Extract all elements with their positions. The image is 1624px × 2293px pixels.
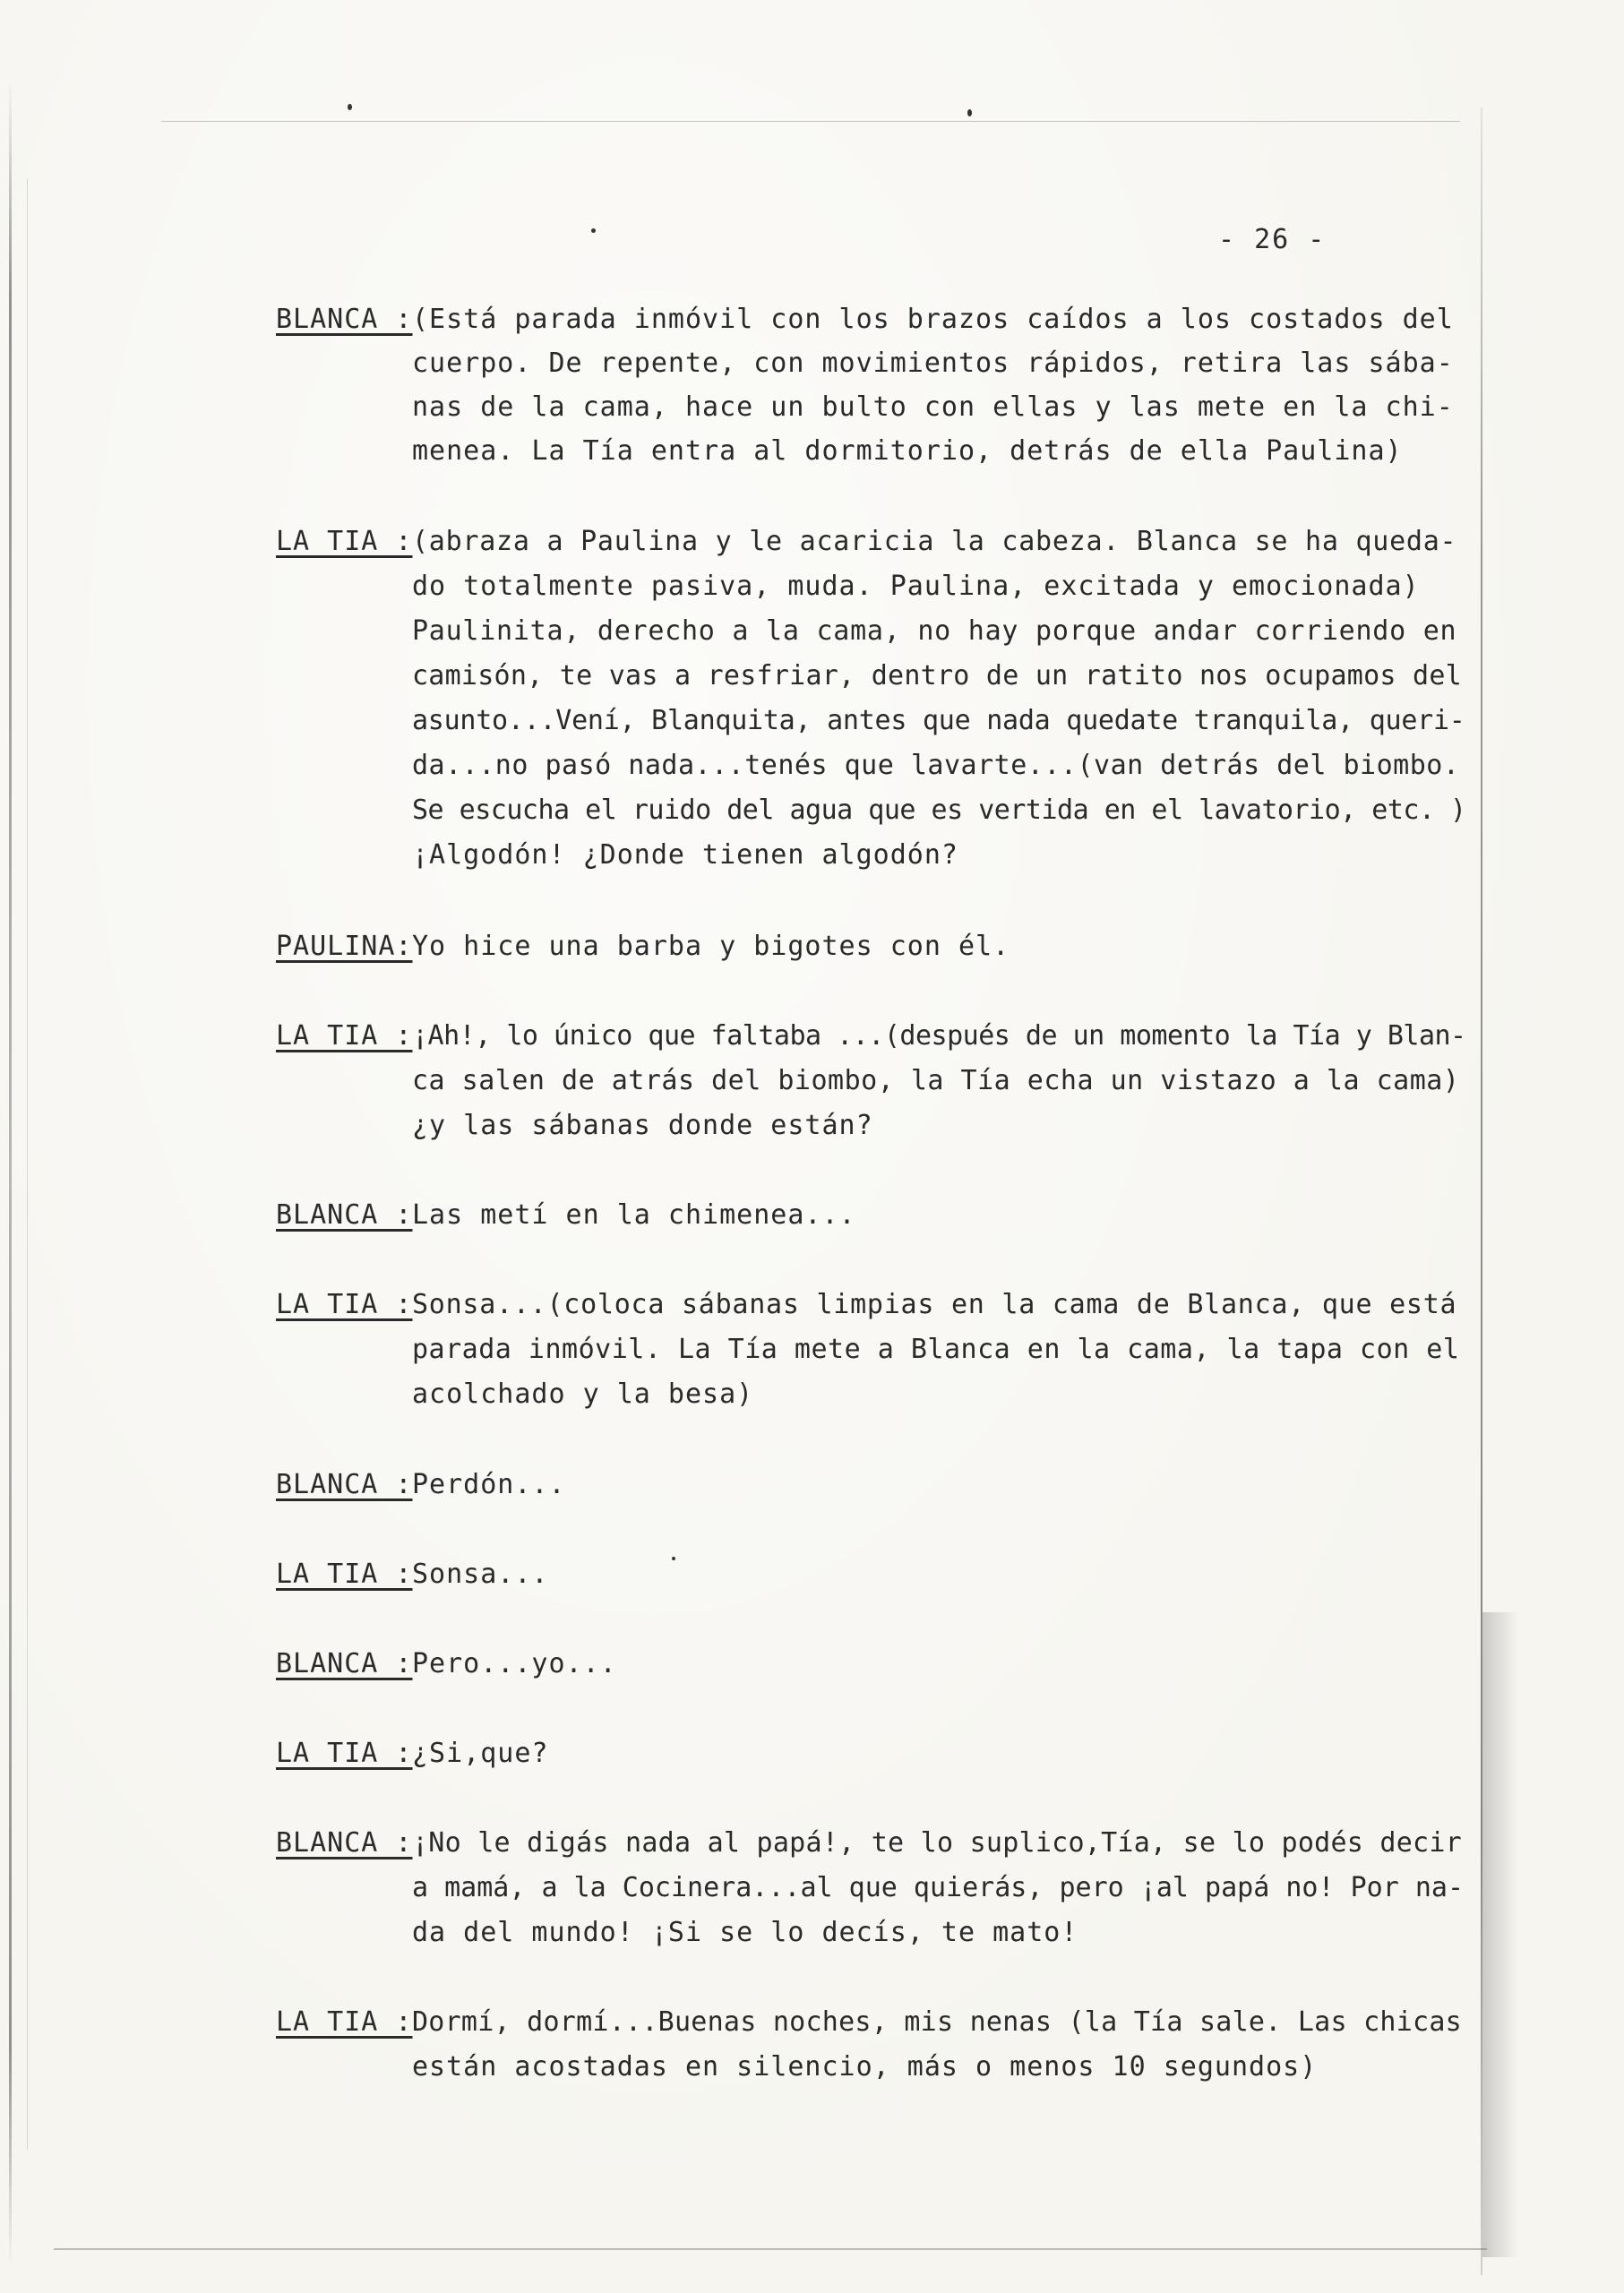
dialogue-line: nas de la cama, hace un bulto con ellas y las mete en la chi- <box>412 391 1454 423</box>
dialogue-line: ¡No le digás nada al papá!, te lo suplico,Tía, se lo podés decir <box>412 1827 1462 1859</box>
speaker-name: BLANCA : <box>276 1199 413 1231</box>
scan-edge-left-faint <box>27 179 28 2150</box>
dialogue-line: a mamá, a la Cocinera...al que quierás, pero ¡al papá no! Por na- <box>412 1872 1464 1903</box>
dialogue-line: Sonsa...(coloca sábanas limpias en la cama de Blanca, que está <box>412 1289 1457 1320</box>
dialogue-line: cuerpo. De repente, con movimientos rápidos, retira las sába- <box>412 348 1454 379</box>
dialogue-line: Perdón... <box>412 1469 566 1500</box>
dialogue-line: menea. La Tía entra al dormitorio, detrás de ella Paulina) <box>412 435 1403 467</box>
dialogue-line: acolchado y la besa) <box>412 1378 754 1410</box>
ink-speck <box>672 1557 675 1560</box>
speaker-name: LA TIA : <box>276 2006 413 2038</box>
dialogue-line: ¡Algodón! ¿Donde tienen algodón? <box>412 839 958 871</box>
dialogue-line: Se escucha el ruido del agua que es vertida en el lavatorio, etc. ) <box>412 794 1466 826</box>
scan-shadow-right <box>1482 1612 1518 2257</box>
speaker-name: LA TIA : <box>276 1020 413 1052</box>
dialogue-line: Yo hice una barba y bigotes con él. <box>412 931 1010 962</box>
dialogue-line: (Está parada inmóvil con los brazos caídos a los costados del <box>412 304 1454 335</box>
page-number: - 26 - <box>1218 224 1327 255</box>
speaker-name: BLANCA : <box>276 1469 413 1500</box>
ink-speck <box>967 109 972 116</box>
scan-edge-left <box>9 81 12 2266</box>
speaker-name: BLANCA : <box>276 304 413 335</box>
ink-speck <box>348 104 352 110</box>
speaker-name: BLANCA : <box>276 1648 413 1679</box>
dialogue-line: ca salen de atrás del biombo, la Tía echa un vistazo a la cama) <box>412 1065 1460 1096</box>
scan-edge-top <box>161 121 1460 122</box>
speaker-name: PAULINA: <box>276 931 413 962</box>
dialogue-line: están acostadas en silencio, más o menos 10 segundos) <box>412 2051 1318 2083</box>
speaker-name: LA TIA : <box>276 1289 413 1320</box>
dialogue-line: camisón, te vas a resfriar, dentro de un ratito nos ocupamos del <box>412 660 1462 691</box>
dialogue-line: Dormí, dormí...Buenas noches, mis nenas (la Tía sale. Las chicas <box>412 2006 1462 2038</box>
dialogue-line: parada inmóvil. La Tía mete a Blanca en la cama, la tapa con el <box>412 1334 1460 1365</box>
scan-edge-bottom <box>54 2248 1487 2250</box>
dialogue-line: (abraza a Paulina y le acaricia la cabeza. Blanca se ha queda- <box>412 526 1457 557</box>
dialogue-line: ¡Ah!, lo único que faltaba ...(después de un momento la Tía y Blan- <box>412 1020 1466 1052</box>
ink-speck <box>591 228 596 233</box>
dialogue-line: do totalmente pasiva, muda. Paulina, excitada y emocionada) <box>412 571 1420 602</box>
dialogue-line: Sonsa... <box>412 1559 549 1590</box>
speaker-name: LA TIA : <box>276 1738 413 1769</box>
dialogue-line: ¿Si,que? <box>412 1738 549 1769</box>
speaker-name: BLANCA : <box>276 1827 413 1859</box>
dialogue-line: Las metí en la chimenea... <box>412 1199 856 1231</box>
dialogue-line: Paulinita, derecho a la cama, no hay porque andar corriendo en <box>412 615 1457 647</box>
dialogue-line: Pero...yo... <box>412 1648 617 1679</box>
dialogue-line: ¿y las sábanas donde están? <box>412 1110 873 1141</box>
dialogue-line: asunto...Vení, Blanquita, antes que nada quedate tranquila, queri- <box>412 705 1465 736</box>
speaker-name: LA TIA : <box>276 526 413 557</box>
speaker-name: LA TIA : <box>276 1559 413 1590</box>
dialogue-line: da...no pasó nada...tenés que lavarte...(van detrás del biombo. <box>412 750 1460 781</box>
dialogue-line: da del mundo! ¡Si se lo decís, te mato! <box>412 1917 1078 1948</box>
